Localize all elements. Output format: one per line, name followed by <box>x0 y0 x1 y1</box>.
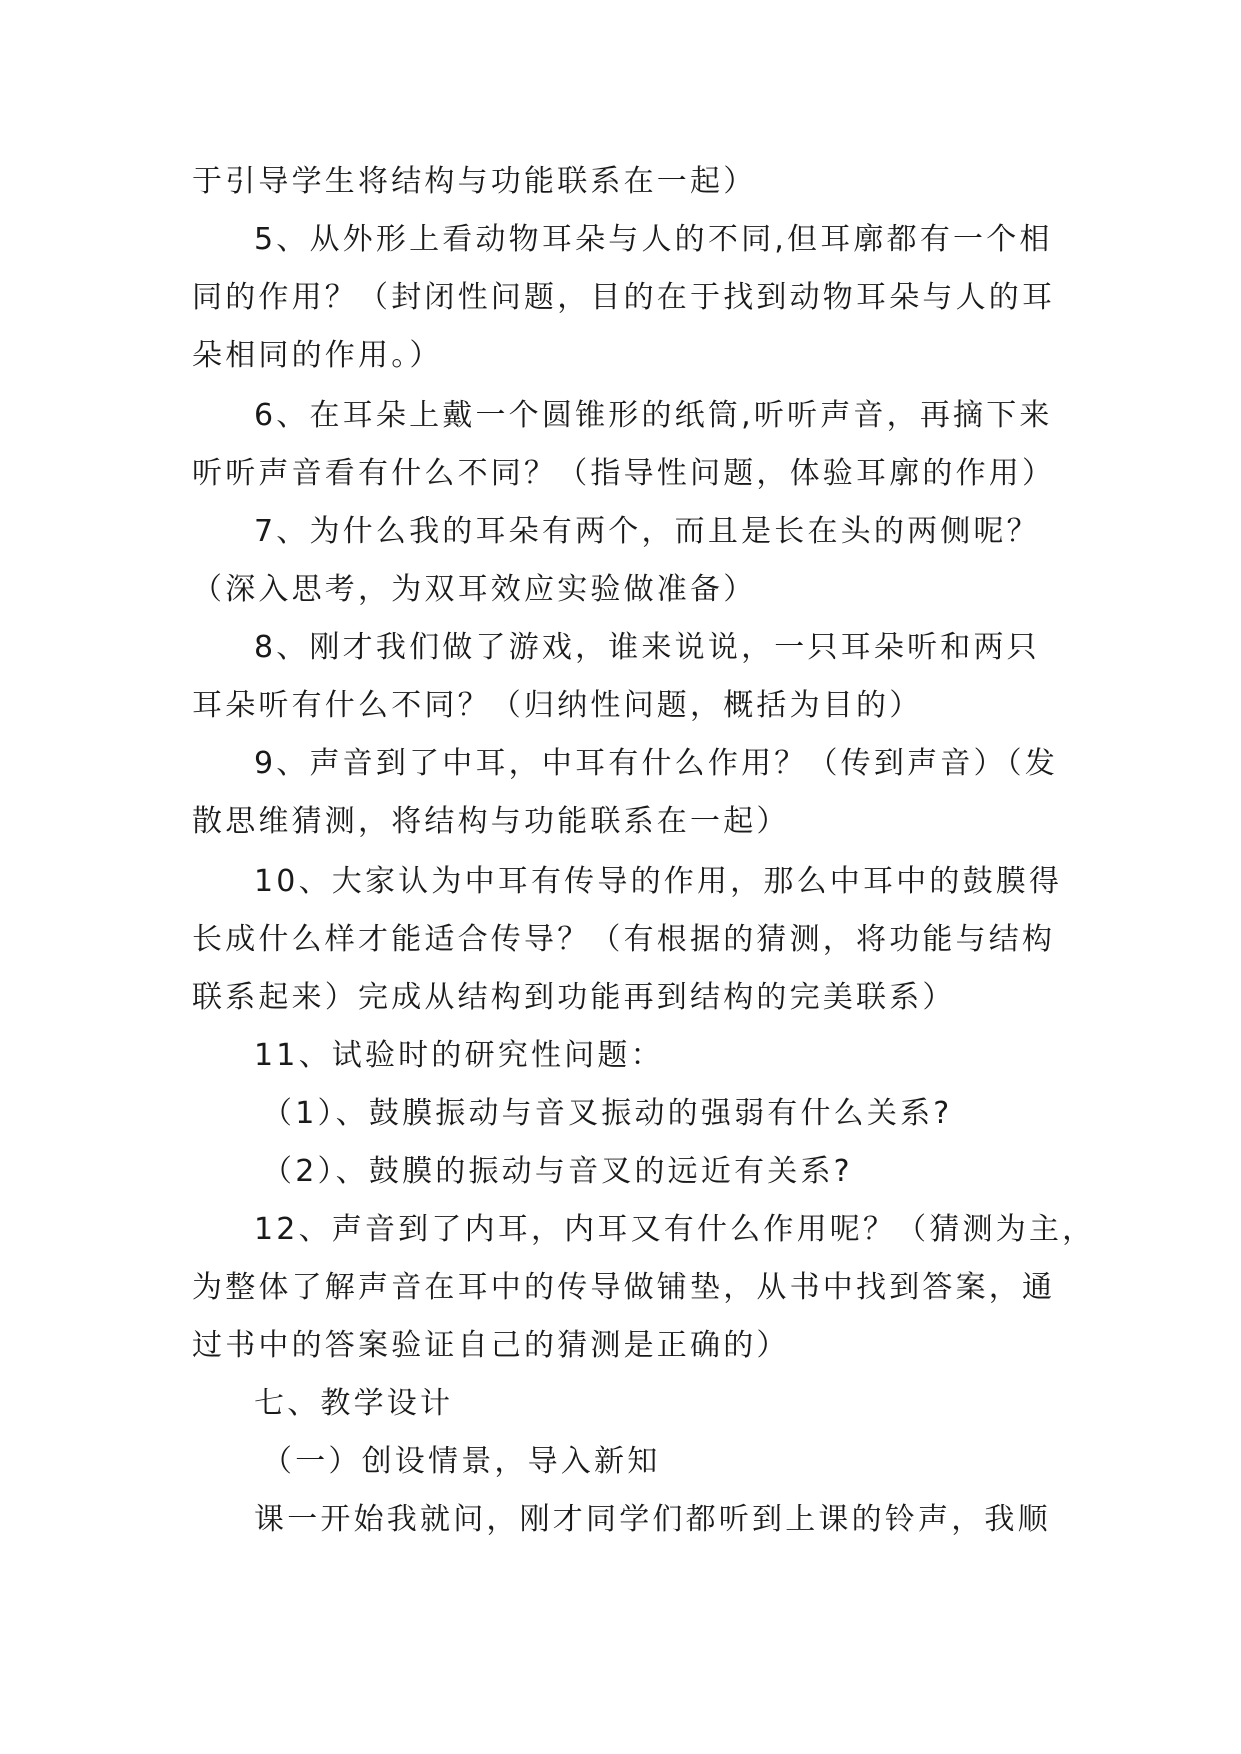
text-line: 过书中的答案验证自己的猜测是正确的） <box>192 1328 790 1363</box>
text-line: 耳朵听有什么不同？（归纳性问题，概括为目的） <box>192 688 923 723</box>
text-line: 听听声音看有什么不同？（指导性问题，体验耳廓的作用） <box>192 456 1056 491</box>
text-line: （1）、鼓膜振动与音叉振动的强弱有什么关系? <box>262 1096 953 1131</box>
text-line: 课一开始我就问，刚才同学们都听到上课的铃声，我顺 <box>254 1502 1051 1537</box>
text-line: （2）、鼓膜的振动与音叉的远近有关系? <box>262 1154 853 1189</box>
text-line: 11、试验时的研究性问题： <box>254 1038 664 1073</box>
text-line: 10、大家认为中耳有传导的作用，那么中耳中的鼓膜得 <box>254 864 1063 899</box>
text-line: （深入思考，为双耳效应实验做准备） <box>192 572 757 607</box>
text-line: 8、刚才我们做了游戏，谁来说说，一只耳朵听和两只 <box>254 630 1040 665</box>
section-heading: 七、教学设计 <box>254 1386 454 1421</box>
text-line: 5、从外形上看动物耳朵与人的不同,但耳廓都有一个相 <box>254 222 1053 257</box>
text-line: 联系起来）完成从结构到功能再到结构的完美联系） <box>192 980 956 1015</box>
text-line: 7、为什么我的耳朵有两个，而且是长在头的两侧呢？ <box>254 514 1040 549</box>
subsection-heading: （一）创设情景，导入新知 <box>262 1444 661 1479</box>
text-line: 散思维猜测，将结构与功能联系在一起） <box>192 804 790 839</box>
text-line: 于引导学生将结构与功能联系在一起） <box>192 164 757 199</box>
text-line: 9、声音到了中耳，中耳有什么作用？（传到声音）（发 <box>254 746 1059 781</box>
text-line: 为整体了解声音在耳中的传导做铺垫，从书中找到答案，通 <box>192 1270 1056 1305</box>
text-line: 同的作用？（封闭性问题，目的在于找到动物耳朵与人的耳 <box>192 280 1056 315</box>
text-line: 12、声音到了内耳，内耳又有什么作用呢？（猜测为主， <box>254 1212 1096 1247</box>
text-line: 长成什么样才能适合传导？（有根据的猜测，将功能与结构 <box>192 922 1056 957</box>
text-line: 朵相同的作用。） <box>192 338 443 373</box>
text-line: 6、在耳朵上戴一个圆锥形的纸筒,听听声音，再摘下来 <box>254 398 1053 433</box>
